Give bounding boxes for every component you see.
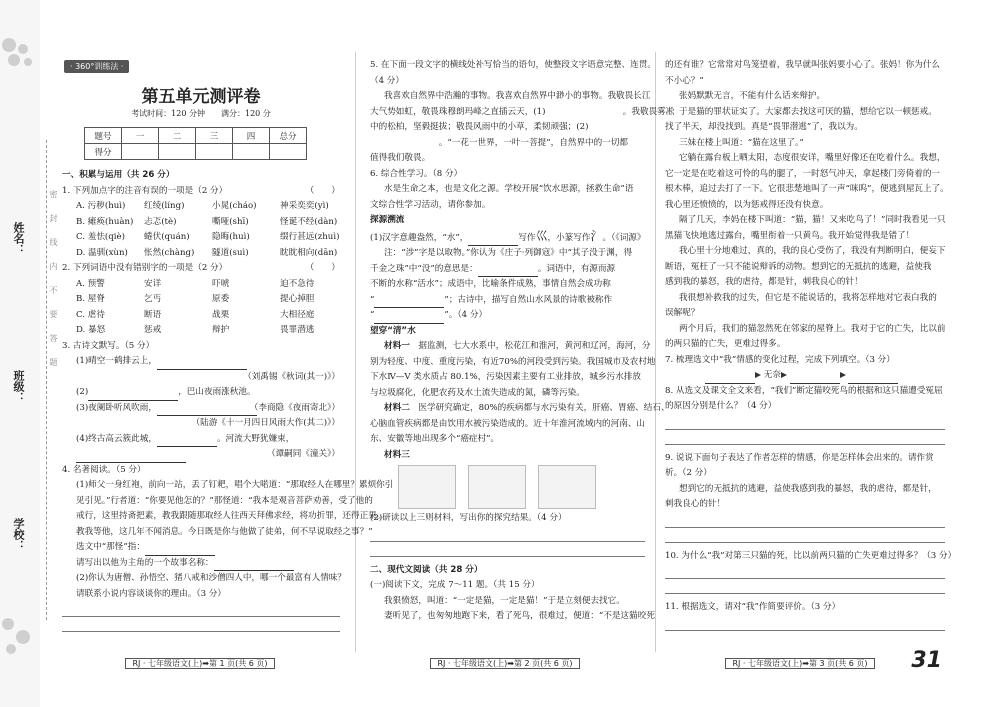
flow-stage: 无奈 [763,370,781,380]
answer-line[interactable] [62,617,340,632]
question-7: 7. 梳理选文中“我”情感的变化过程，完成下列填空。（3 分） [665,354,895,365]
passage-line: 中的松柏，坚毅挺拔；敬畏风雨中的小草，柔韧顽强；(2) [370,122,666,132]
question-8: 8. 从选文及课文全文来看，“我们”断定猫咬死鸟的根据和这只猫遭受冤屈 [665,385,943,396]
passage-line: 教我等他，这几年不闻消息。今日既是你与他做了徒弟，何不早说取经之事？” [76,526,373,537]
seal-line-text: 密 封 线 内 不 要 答 题 [49,190,58,366]
option: 嘶哑(shī) [212,216,249,227]
question-4: 4. 名著阅读。（5 分） [62,464,146,475]
poem-line: ，巴山夜雨涨秋池。 [178,387,256,397]
question-1: 1. 下列加点字的注音有误的一项是（2 分） [62,185,228,196]
option: B. 屋脊 [76,294,105,304]
passage-line: 它一定是在吃着这可怜的鸟的腿了，一时怒气冲天，拿起楼门旁倚着的一 [665,168,941,179]
sub-question: 请写出以他为主角的一个故事名称： [76,557,214,568]
class-label: 班级： [12,370,25,403]
passage-line: 根木棒，追过去打了一下。它很悲楚地叫了一声“咪呜”，便逃到屋瓦上了。 [665,184,949,194]
option: A. 污秽(huì) [76,201,126,211]
passage-line: 的两只猫的亡失，更难过得多。 [665,339,786,349]
passage-line: 于是猫的罪状证实了。大家都去找这可厌的猫，想给它以一顿惩戒。 [679,106,937,117]
material-line: 下水Ⅳ—Ⅴ 类水质占 80.1%，污染因素主要有工业排放，城乡污水排放 [370,372,641,382]
option: 畏罪潜逃 [280,325,315,335]
option: 吓唬 [212,278,230,289]
option: 战栗 [212,309,230,320]
series-badge: · 360°训练法 · [64,60,129,73]
sub-question: 选文中“那怪”指： [76,542,145,552]
passage-line: 两个月后，我们的猫忽然死在邻家的屋脊上。我对于它的亡失，比以前 [679,323,946,334]
poem-index: (2) [76,387,89,397]
note-line: 千金之珠”中“没”的意思是： [370,263,478,274]
subsection-heading: 望穿“清”水 [370,325,416,336]
option: 眈眈相向(dān) [280,247,338,258]
option: 原委 [212,294,230,304]
option: 惩戒 [144,325,162,335]
footer-label: RJ · 七年级语文(上)➡第 2 页(共 6 页) [430,658,579,669]
option: 红绫(líng) [144,201,185,211]
passage-line: 误解呢？ [665,308,700,318]
option: D. 温驯(xùn) [76,247,128,258]
intro-line: 水是生命之本，也是文化之源。学校开展“饮水思源，拯救生命”语 [384,184,634,194]
page-footer [405,658,605,672]
school-label: 学校： [12,518,25,551]
seal-script-icon: 氵 [590,228,603,243]
answer-line[interactable] [665,430,945,445]
answer-blank[interactable] [157,436,217,447]
option: 小晁(cháo) [212,201,257,211]
water-cartoon-image [468,465,526,509]
answer-blank[interactable] [705,373,755,384]
question-6: 6. 综合性学习。（8 分） [370,168,463,179]
question-9: 9. 说说下面句子表达了作者怎样的情感，你是怎样体会出来的。请作赏 [665,452,934,463]
option: 乞丐 [144,294,162,304]
section-heading: 二、现代文阅读（共 28 分） [370,564,483,575]
answer-blank[interactable] [374,297,444,308]
question-11: 11. 根据选文，请对“我”作简要评价。（3 分） [665,602,841,612]
passage-line: 妻听见了，也匆匆地跑下来，看了死鸟，很难过，便道：“不是这猫咬死 [384,611,655,621]
material-line: 心脑血管疾病都是由饮用水被污染造成的。近十年淮河流域内的河南、山 [370,418,646,429]
score-header-cell: 四 [233,128,270,144]
binding-margin [0,0,40,707]
option: 怅然(chàng) [144,247,195,258]
score-table [84,127,307,160]
text: 。（《词源》 [602,232,646,243]
name-label: 姓名： [12,222,25,255]
poem-line: (4)终古高云簇此城， [76,433,157,444]
passage-line: 我很想补救我的过失，但它是不能说话的，我将怎样地对它表白我的 [679,292,937,303]
score-cell[interactable] [196,144,233,160]
passage-line: 感到我的暴怒，我的虐待，都是针，刺我良心的针！ [665,277,863,287]
option: 蜷伏(quán) [144,232,190,242]
material-line: 东、安徽等地出现多个“癌症村”。 [370,434,500,444]
option: D. 暴怒 [76,325,106,335]
option: 神采奕奕(yì) [280,201,329,211]
score-cell[interactable] [122,144,159,160]
quote-mark: ” [444,294,449,305]
poem-line: (3)夜阑卧听风吹雨， [76,402,157,413]
score-cell[interactable] [159,144,196,160]
answer-blank[interactable] [214,560,294,571]
question-2: 2. 下列词语中没有错别字的一项是（2 分） [62,263,228,273]
passage-line: 戒行，这里持斋把素，教我跟随那取经人往西天拜佛求经，将功折罪，还得正果。 [76,511,386,521]
quoted-sentence: 刺我良心的针！ [665,499,726,509]
page-number: 31 [911,648,942,673]
score-note: （4 分） [370,75,404,86]
column-2 [370,58,675,625]
material-line: 与垃圾腐化，化肥农药及水土流失造成的氮，磷等污染。 [370,387,585,398]
answer-line[interactable] [665,579,945,594]
passage-line: 我喜欢自然界中浩瀚的事物。我喜欢自然界中渺小的事物。我敬畏长江 [384,91,651,101]
answer-blank[interactable] [157,359,247,370]
fish-cartoon-image [538,465,596,509]
score-header-cell: 总分 [270,128,307,144]
option: B. 瘫痪(huàn) [76,216,134,227]
poem-line: (1)晴空一鹤排云上， [76,356,157,366]
note-line: ”。（4 分） [444,310,488,320]
footer-label: RJ · 七年级语文(上)➡第 1 页(共 6 页) [125,658,274,669]
passage-line: 见引见。”行者道：“你要见他怎的？”那怪道：“我本是观音菩萨劝善，受了他的 [76,495,373,506]
option: 缀行甚远(zhuì) [280,232,340,242]
answer-line[interactable] [665,616,945,631]
poem-source: （刘禹锡《秋词(其一)》） [243,371,340,382]
passage-line: 的还有谁？它常常对鸟笼望着，我早就叫张妈要小心了。张妈！你为什么 [665,60,941,70]
score-cell[interactable] [270,144,307,160]
sub-question: (2)研读以上三则材料，写出你的探究结果。（4 分） [370,513,567,523]
answer-blank[interactable] [157,405,257,416]
option: A. 预警 [76,278,105,289]
material-3-cartoons [398,465,645,509]
water-glyph-icon: 巛 [535,228,548,243]
arrow-icon [755,372,761,378]
pollution-cartoon-image [398,465,456,509]
answer-blank[interactable] [468,235,518,246]
section-heading: 一、积累与运用（共 26 分） [62,170,175,180]
option: C. 虐待 [76,309,105,320]
passage-line: 黑猫飞快地逃过露台，嘴里衔着一只黄鸟。我开始觉得我是错了！ [665,230,915,241]
passage-line: 三妹在楼上叫道：“猫在这里了。” [679,137,804,148]
material-line: 医学研究确定，80%的疾病都与水污染有关，肝癌、胃癌、结石、 [418,403,670,413]
arrow-icon [781,372,787,378]
answer-blank[interactable] [88,390,178,401]
sub-question: (1)汉字意趣盎然，“水”， [370,232,469,243]
passage-line: 我心里还愤愤的，以为惩戒得还没有快意。 [665,199,829,210]
subsection-heading: 探源溯流 [370,215,405,225]
page-footer [700,658,900,672]
note-line: ；古诗中，描写自然山水风景的诗歌被称作 [448,294,613,305]
intro-line: 文综合性学习活动，请你参加。 [370,199,491,210]
score-header-cell: 三 [196,128,233,144]
answer-line[interactable] [370,527,645,542]
passage-line: 它躺在露台板上晒太阳，态度很安详，嘴里好像还在吃着什么。我想， [679,153,946,163]
passage-line: 断语，冤枉了一只不能说辩诉的动物。想到它的无抵抗的逃避，益使我 [665,261,932,272]
answer-line[interactable] [370,542,645,557]
passage-line: 。“一花一世界，一叶一菩提”，自然界中的一切都 [370,137,629,148]
answer-line[interactable] [665,415,945,430]
passage-line: 我心里十分地难过，真的，我的良心受伤了，我没有判断明白，便妄下 [679,246,946,256]
option: 迫不急待 [280,278,315,289]
option: 安详 [144,278,162,289]
answer-line[interactable] [665,528,945,543]
option: 提心掉胆 [280,294,315,304]
quote-mark: “ [370,310,375,320]
passage-line: 隔了几天，李妈在楼下叫道：“猫，猫！又来吃鸟了！”同时我看见一只 [679,215,946,225]
exam-info: 考试时间：120 分钟 满分：120 分 [131,109,271,118]
answer-blank[interactable] [478,266,538,277]
question-5: 5. 在下面一段文字的横线处补写恰当的语句，使整段文字语意完整、连贯。 [370,60,656,70]
option: 忐忑(tè) [144,216,177,227]
poem-line: 。河流大野犹嫌束， [216,433,295,444]
poem-source: （谭嗣同《潼关》） [266,449,340,459]
score-header-cell: 题号 [85,128,122,144]
quote-mark: “ [370,294,375,305]
passage-line: 值得我们敬畏。 [370,153,431,163]
poem-source: （陆游《十一月四日风雨大作(其二)》） [191,418,340,428]
passage-line: 找了半天，却没找到。真是“畏罪潜逃”了，我以为。 [665,122,863,132]
answer-blank[interactable] [790,373,840,384]
note-line: 不断的水称“活水”；成语中，比喻条件成熟，事情自然会成功称 [370,279,611,289]
passage-line: 大气势如虹，敬畏珠穆朗玛峰之直插云天，(1) 。我敬畏雾凇 [370,106,675,117]
page-footer [100,658,300,672]
material-title: 材料二 [384,403,410,413]
answer-paren[interactable]: （ ） [305,263,340,273]
material-line: 别为轻度、中度、重度污染，有近70%的河段受到污染。我国城市及农村地 [370,356,656,367]
sub-question: (2)你认为唐僧、孙悟空、猪八戒和沙僧四人中，哪一个最富有人情味？ [76,573,346,583]
sub-question: 请联系小说内容谈谈你的理由。（3 分） [76,588,226,599]
page-title: 第五单元测评卷 [141,87,261,107]
column-divider [655,52,656,652]
footer-label: RJ · 七年级语文(上)➡第 3 页(共 6 页) [725,658,874,669]
note-line: 。词语中，有源而源 [537,263,616,274]
question-3: 3. 古诗文默写。（5 分） [62,340,155,351]
emotion-flow [665,368,945,384]
text: 写作 [518,232,536,243]
answer-blank[interactable] [145,545,215,556]
column-3 [665,58,957,631]
question-8-cont: 的原因分别是什么？（4 分） [665,401,777,411]
material-line: 据监测，七大水系中，松花江和淮河，黄河和辽河，海河，分 [418,341,651,351]
answer-blank[interactable] [848,373,898,384]
answer-blank[interactable] [76,452,186,463]
option: C. 羞怯(qiè) [76,232,125,242]
answer-line[interactable] [665,513,945,528]
score-header-cell: 一 [122,128,159,144]
reading-instruction: (一)阅读下文，完成 7～11 题。（共 15 分） [370,580,540,590]
passage-line: (1)师父一身红袍，前向一站，丢了钉耙，唱个大喏道：“那取经人在哪里？累烦你引 [76,480,394,490]
question-10: 10. 为什么“我”对第三只猫的死，比以前两只猫的亡失更难过得多？（3 分） [665,550,957,561]
answer-line[interactable] [62,602,340,617]
score-header-cell: 二 [159,128,196,144]
text: ，小篆写作 [547,232,591,243]
question-9-cont: 析。（2 分） [665,468,712,478]
option: 隐晦(huì) [212,232,250,242]
option: 大相径庭 [280,309,315,320]
score-cell[interactable] [233,144,270,160]
score-row-label: 得分 [85,144,122,160]
passage-line: 张妈默默无言，不能有什么话来辩护。 [679,91,826,101]
option: 辩护 [212,325,230,335]
option: 怪诞不经(dàn) [280,216,338,227]
column-divider [355,52,356,652]
passage-line: 不小心？” [665,75,704,86]
material-title: 材料三 [384,449,410,460]
option: 隧道(suì) [212,247,249,258]
answer-line[interactable] [665,564,945,579]
answer-paren[interactable]: （ ） [305,185,340,196]
passage-line: 我狠愤怒，叫道：“一定是猫，一定是猫！”于是立刻便去找它。 [384,595,625,606]
quoted-sentence: 想到它的无抵抗的逃避，益使我感到我的暴怒，我的虐待，都是针， [679,483,937,494]
answer-blank[interactable] [374,313,444,324]
note-line: 注：“涉”字是以取物。”你认为《庄子·列御寇》中“其子没于渊，得 [384,248,633,258]
poem-source: （李商隐《夜雨寄北》） [249,402,340,413]
option: 断语 [144,309,162,320]
arrow-icon [840,372,846,378]
material-title: 材料一 [384,341,410,351]
